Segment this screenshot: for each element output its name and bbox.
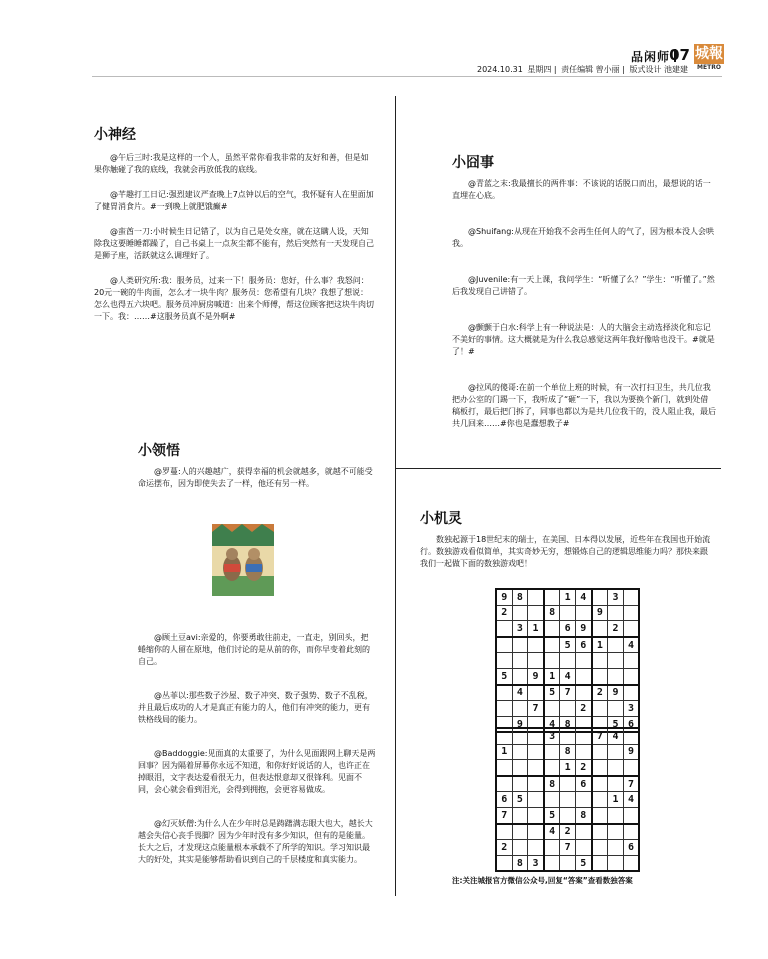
sudoku-cell xyxy=(608,605,624,621)
sudoku-cell: 8 xyxy=(560,716,576,732)
sudoku-cell xyxy=(528,685,544,701)
newspaper-logo xyxy=(694,44,724,74)
sudoku-cell: 1 xyxy=(592,637,608,653)
sudoku-cell xyxy=(592,776,608,792)
sudoku-cell: 7 xyxy=(560,840,576,856)
sudoku-cell xyxy=(512,728,528,744)
sudoku-cell xyxy=(544,701,560,717)
sudoku-cell: 8 xyxy=(512,589,528,605)
section-title-lingwu: 小领悟 xyxy=(138,443,180,459)
designer-credit: 版式设计 池建建 xyxy=(629,65,688,74)
sudoku-row xyxy=(496,855,639,871)
sudoku-cell xyxy=(623,589,639,605)
sudoku-cell xyxy=(592,760,608,776)
sudoku-cell: 7 xyxy=(496,807,512,823)
sudoku-row xyxy=(496,840,639,856)
header-rule xyxy=(92,76,722,77)
sudoku-cell: 2 xyxy=(496,605,512,621)
sudoku-row xyxy=(496,668,639,684)
post-4: @人类研究所:我：服务员，过来一下！服务员：您好，什么事？我怒问：20元一碗的牛肉面，怎么才一块牛肉？服务员：您希望有几块？我想了想说：怎么也得五六块吧。服务员冲厨房喊道：出来个师傅，帮这位顾客把这块牛肉切一下。我：……#这服务员真不是外啊# xyxy=(94,276,374,321)
sudoku-cell: 7 xyxy=(623,776,639,792)
sudoku-row xyxy=(496,653,639,669)
sudoku-cell: 4 xyxy=(512,685,528,701)
post-baddoggie: @Baddoggie:见面真的太重要了，为什么见面跟网上聊天是两回事？因为隔着屏幕你永远不知道，和你好好说话的人，也许正在掉眼泪，文字表达爱看很无力，但表达恨意却又很锋利。见面不同，会心就会看到泪光，会得到拥抱，会更容易做成。 xyxy=(138,749,376,794)
sudoku-cell xyxy=(496,637,512,653)
sudoku-cell: 5 xyxy=(496,668,512,684)
sudoku-cell: 4 xyxy=(544,716,560,732)
sudoku-cell xyxy=(496,855,512,871)
sudoku-cell xyxy=(496,824,512,840)
editor-credit: 责任编辑 曾小丽 xyxy=(561,65,620,74)
sudoku-cell xyxy=(512,605,528,621)
sudoku-cell: 8 xyxy=(544,605,560,621)
sudoku-cell xyxy=(512,637,528,653)
sudoku-cell: 9 xyxy=(623,744,639,760)
sudoku-cell: 5 xyxy=(544,807,560,823)
sudoku-cell xyxy=(528,637,544,653)
sudoku-cell xyxy=(575,840,591,856)
sudoku-row xyxy=(496,760,639,776)
sudoku-cell xyxy=(608,637,624,653)
sudoku-cell xyxy=(560,855,576,871)
sudoku-cell: 4 xyxy=(623,792,639,808)
sudoku-cell xyxy=(623,685,639,701)
sudoku-cell xyxy=(575,653,591,669)
sudoku-cell xyxy=(496,685,512,701)
sudoku-cell: 4 xyxy=(623,637,639,653)
sudoku-cell: 8 xyxy=(512,855,528,871)
sudoku-cell xyxy=(560,728,576,744)
sudoku-cell xyxy=(575,605,591,621)
post-chanchan: @颤颤于白水:科学上有一种说法是：人的大脑会主动选择淡化和忘记不美好的事情。这大概就是为什么我总感觉这两年我好像啥也没干。#就是了！# xyxy=(452,323,715,356)
illustration-image xyxy=(212,524,274,596)
sudoku-cell: 5 xyxy=(608,716,624,732)
sudoku-cell: 8 xyxy=(560,744,576,760)
sudoku-grid-2 xyxy=(495,727,640,872)
sudoku-cell: 5 xyxy=(512,792,528,808)
sudoku-cell: 6 xyxy=(623,716,639,732)
sudoku-cell xyxy=(528,744,544,760)
sudoku-cell xyxy=(608,807,624,823)
sudoku-cell: 9 xyxy=(592,605,608,621)
section-title-jiling: 小机灵 xyxy=(420,511,462,527)
sudoku-cell xyxy=(592,824,608,840)
sudoku-cell: 2 xyxy=(592,685,608,701)
sudoku-cell xyxy=(608,668,624,684)
sudoku-cell xyxy=(560,701,576,717)
page-number: 07 xyxy=(669,46,690,64)
sudoku-cell: 2 xyxy=(575,760,591,776)
sudoku-cell: 1 xyxy=(560,589,576,605)
sudoku-cell xyxy=(592,855,608,871)
sudoku-row xyxy=(496,776,639,792)
post-luoman-wrap xyxy=(138,466,376,490)
sudoku-cell xyxy=(608,855,624,871)
sudoku-cell xyxy=(608,840,624,856)
sudoku-cell: 2 xyxy=(560,824,576,840)
sudoku-cell: 9 xyxy=(575,621,591,637)
sudoku-cell: 4 xyxy=(608,728,624,744)
sudoku-cell xyxy=(623,855,639,871)
post-congfei: @丛菲以:那些数子沙屋、数子冲突、数子强势、数子不乱税，并且最后成功的人才是真正有能力的人，他们有冲突的能力，更有铁格线局的能力。 xyxy=(138,691,373,724)
header-meta: 2024.10.31 星期四 | 责任编辑 曾小丽 | 版式设计 池建建 xyxy=(476,65,688,74)
sudoku-cell xyxy=(592,621,608,637)
sudoku-cell: 1 xyxy=(544,668,560,684)
issue-date: 2024.10.31 xyxy=(476,65,523,74)
sudoku-cell xyxy=(528,728,544,744)
post-2: @芊趣打工日记:强烈建议严查晚上7点钟以后的空气，我怀疑有人在里面加了健胃消食片。#一到晚上就肥饿癫# xyxy=(94,190,374,211)
sudoku-cell: 6 xyxy=(575,776,591,792)
sudoku-cell xyxy=(528,605,544,621)
sudoku-intro: 数独起源于18世纪末的瑞士，在美国、日本得以发展，近些年在我国也开始流行。数独游戏看似简单，其实奇妙无穷，想锻炼自己的逻辑思维能力吗？那快来跟我们一起做下面的数独游戏吧！ xyxy=(420,535,711,568)
sudoku-cell xyxy=(528,776,544,792)
sudoku-cell xyxy=(575,824,591,840)
sudoku-cell: 8 xyxy=(575,807,591,823)
sudoku-cell xyxy=(528,760,544,776)
section-title-jiongshi: 小囧事 xyxy=(452,155,494,171)
sudoku-intro-wrap xyxy=(420,534,712,570)
sudoku-cell xyxy=(623,728,639,744)
sudoku-cell xyxy=(592,701,608,717)
sudoku-row xyxy=(496,824,639,840)
sudoku-cell: 1 xyxy=(560,760,576,776)
sudoku-row xyxy=(496,589,639,605)
sudoku-cell xyxy=(560,776,576,792)
sudoku-grid-1 xyxy=(495,588,640,733)
section-title-shenjing: 小神经 xyxy=(94,127,136,143)
sudoku-cell xyxy=(623,668,639,684)
sudoku-cell xyxy=(592,744,608,760)
post-qinglan: @青蓝之末:我最擅长的两件事：不该说的话脱口而出，最想说的话一直埋在心底。 xyxy=(452,179,711,200)
sudoku-cell xyxy=(496,728,512,744)
article-lingwu xyxy=(138,632,376,866)
sudoku-cell xyxy=(528,589,544,605)
sudoku-cell: 5 xyxy=(560,637,576,653)
sudoku-cell: 2 xyxy=(608,621,624,637)
sudoku-row xyxy=(496,807,639,823)
sudoku-cell: 1 xyxy=(496,744,512,760)
logo-text: 城報 xyxy=(695,46,723,62)
section-divider xyxy=(396,468,721,469)
sudoku-cell xyxy=(575,744,591,760)
sudoku-cell: 3 xyxy=(623,701,639,717)
sudoku-cell xyxy=(560,605,576,621)
sudoku-cell: 1 xyxy=(528,621,544,637)
sudoku-cell xyxy=(512,840,528,856)
sudoku-cell xyxy=(544,792,560,808)
column-divider xyxy=(395,96,396,896)
sudoku-cell xyxy=(544,621,560,637)
post-juvenile: @Juvenile:有一天上课，我问学生：“听懂了么？”学生：“听懂了。”然后我发现自己讲错了。 xyxy=(452,275,715,296)
sudoku-cell xyxy=(528,792,544,808)
sudoku-cell xyxy=(512,824,528,840)
sudoku-cell: 2 xyxy=(575,701,591,717)
sudoku-cell xyxy=(512,653,528,669)
sudoku-cell xyxy=(592,807,608,823)
sudoku-cell xyxy=(512,744,528,760)
sudoku-cell xyxy=(623,824,639,840)
sudoku-cell xyxy=(623,653,639,669)
sudoku-cell xyxy=(512,701,528,717)
sudoku-cell xyxy=(592,653,608,669)
post-gutudou: @顾土豆avi:亲爱的，你要勇敢往前走，一直走，别回头，把蜷缩你的人留在原地，他们讨论的是从前的你，而你早变着此刻的自己。 xyxy=(138,633,370,666)
sudoku-cell: 5 xyxy=(575,855,591,871)
sudoku-cell xyxy=(592,668,608,684)
article-jiongshi xyxy=(452,178,716,430)
sudoku-cell xyxy=(608,776,624,792)
sudoku-cell xyxy=(544,760,560,776)
sudoku-cell: 5 xyxy=(544,685,560,701)
sudoku-cell: 6 xyxy=(575,637,591,653)
sudoku-cell: 2 xyxy=(496,840,512,856)
sudoku-cell: 9 xyxy=(528,668,544,684)
sudoku-cell: 4 xyxy=(575,589,591,605)
sudoku-cell xyxy=(496,776,512,792)
sudoku-row xyxy=(496,728,639,744)
sudoku-cell xyxy=(592,792,608,808)
post-3: @蛮酋一刀:小时候生日记错了，以为自己是处女座，就在这瞒人设，天知除我这要睡睡都躁了，自己书桌上一点灰尘都不能有，然后突然有一天发现自己是狮子座，活跃就这么调理好了。 xyxy=(94,227,374,260)
sudoku-cell xyxy=(512,760,528,776)
sudoku-cell: 8 xyxy=(544,776,560,792)
post-luoman: @罗蔓:人的兴趣越广，获得幸福的机会就越多，就越不可能受命运摆布，因为即使失去了一样，他还有另一样。 xyxy=(138,467,373,488)
sudoku-cell xyxy=(528,653,544,669)
sudoku-cell xyxy=(496,701,512,717)
sudoku-cell: 4 xyxy=(544,824,560,840)
sudoku-row xyxy=(496,685,639,701)
sudoku-cell: 3 xyxy=(512,621,528,637)
sudoku-cell xyxy=(560,807,576,823)
sudoku-cell xyxy=(623,605,639,621)
sudoku-cell: 4 xyxy=(560,668,576,684)
post-lafeng: @拉风的傻哥:在前一个单位上班的时候，有一次打扫卫生，共几位我把办公室的门踢一下，我听成了“砸”一下，我以为要换个新门，就到处借稿板打，最后把门拆了，同事也都以为是共几位我干的，没人阻止我，最后共几回来……#你也是蠢想教子# xyxy=(452,383,716,428)
sudoku-row xyxy=(496,792,639,808)
sudoku-cell: 6 xyxy=(496,792,512,808)
sudoku-cell xyxy=(560,653,576,669)
sudoku-cell xyxy=(544,855,560,871)
post-shuifang: @Shuifang:从现在开始我不会再生任何人的气了，因为根本没人会哄我。 xyxy=(452,227,715,248)
sudoku-cell xyxy=(608,701,624,717)
sudoku-cell xyxy=(544,589,560,605)
sudoku-cell: 9 xyxy=(512,716,528,732)
sudoku-cell xyxy=(512,807,528,823)
sudoku-cell xyxy=(575,685,591,701)
issue-weekday: 星期四 xyxy=(527,65,552,74)
sudoku-row xyxy=(496,744,639,760)
sudoku-row xyxy=(496,701,639,717)
sudoku-cell: 3 xyxy=(608,589,624,605)
sudoku-cell xyxy=(544,744,560,760)
sudoku-cell xyxy=(575,728,591,744)
sudoku-cell xyxy=(608,760,624,776)
sudoku-cell: 7 xyxy=(592,728,608,744)
sudoku-cell: 3 xyxy=(528,855,544,871)
answer-note: 注:关注城报官方微信公众号,回复“答案”查看数独答案 xyxy=(452,876,633,885)
sudoku-cell xyxy=(623,807,639,823)
sudoku-cell xyxy=(496,760,512,776)
sudoku-row xyxy=(496,605,639,621)
sudoku-cell: 3 xyxy=(544,728,560,744)
sudoku-cell xyxy=(496,621,512,637)
sudoku-cell xyxy=(544,840,560,856)
article-shenjing xyxy=(94,152,376,323)
sudoku-cell xyxy=(608,824,624,840)
sudoku-cell: 9 xyxy=(496,589,512,605)
sudoku-cell xyxy=(528,807,544,823)
sudoku-cell xyxy=(544,653,560,669)
sudoku-cell xyxy=(528,824,544,840)
sudoku-cell xyxy=(496,653,512,669)
sudoku-cell xyxy=(560,792,576,808)
sudoku-cell xyxy=(575,792,591,808)
sudoku-cell xyxy=(592,589,608,605)
sudoku-cell xyxy=(592,840,608,856)
logo-subtext: METRO xyxy=(697,64,721,71)
sudoku-cell: 6 xyxy=(623,840,639,856)
sudoku-cell xyxy=(608,653,624,669)
sudoku-cell xyxy=(575,668,591,684)
sudoku-cell xyxy=(528,840,544,856)
post-1: @午后三时:我是这样的一个人，虽然平常你看我非常的友好和善，但是如果你触碰了我的底线，我就会再放低我的底线。 xyxy=(94,153,369,174)
sudoku-cell xyxy=(512,776,528,792)
sudoku-cell: 7 xyxy=(560,685,576,701)
sudoku-cell: 7 xyxy=(528,701,544,717)
sudoku-cell: 1 xyxy=(608,792,624,808)
sudoku-row xyxy=(496,621,639,637)
section-title: 品闲师 xyxy=(630,50,670,64)
sudoku-row xyxy=(496,637,639,653)
sudoku-cell xyxy=(512,668,528,684)
sudoku-cell xyxy=(544,637,560,653)
sudoku-cell: 6 xyxy=(560,621,576,637)
post-huanmie: @幻灭妖僧:为什么人在少年时总是踌躇满志眼大也大，越长大越会失信心丧手畏脚？因为少年时没有多少知识，但有的是能量。长大之后，才发现这点能量根本承载不了所学的知识。学习知识最大的好处，其实是能够帮助看识到自己的千层楼度和真实能力。 xyxy=(138,819,373,864)
sudoku-cell xyxy=(623,621,639,637)
sudoku-cell: 9 xyxy=(608,685,624,701)
sudoku-cell xyxy=(608,744,624,760)
sudoku-cell xyxy=(623,760,639,776)
